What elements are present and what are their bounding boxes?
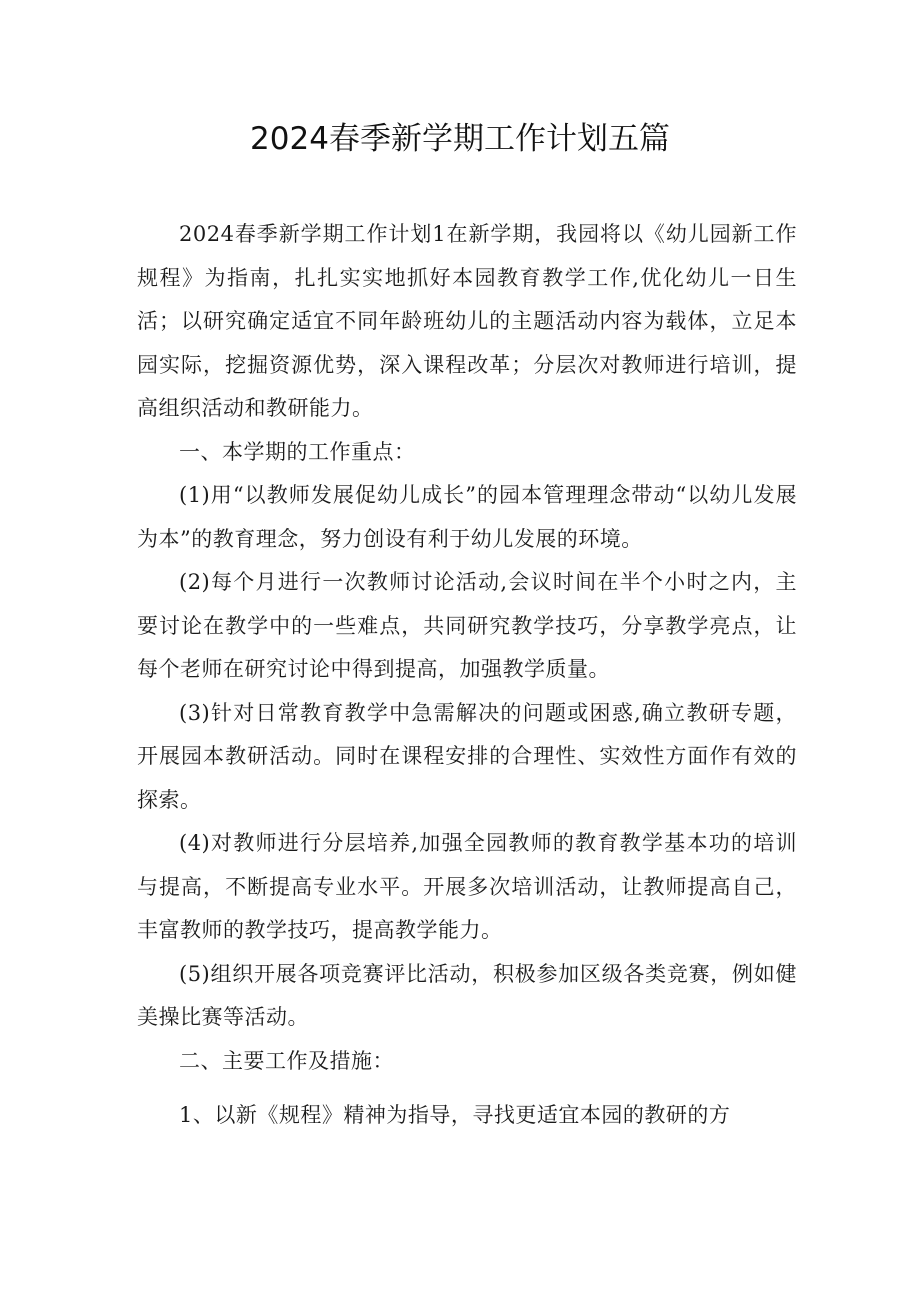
list-item-4: (4)对教师进行分层培养,加强全园教师的教育教学基本功的培训与提高，不断提高专业水平。开展多次培训活动，让教师提高自己，丰富教师的教学技巧，提高教学能力。: [137, 831, 797, 942]
list-item-3: (3)针对日常教育教学中急需解决的问题或困惑,确立教研专题，开展园本教研活动。同时在课程安排的合理性、实效性方面作有效的探索。: [137, 700, 797, 812]
list-item-5: (5)组织开展各项竞赛评比活动，积极参加区级各类竞赛，例如健美操比赛等活动。: [137, 961, 797, 1029]
paragraph-intro: 2024春季新学期工作计划1在新学期，我园将以《幼儿园新工作规程》为指南，扎扎实实地抓好本园教育教学工作,优化幼儿一日生活；以研究确定适宜不同年龄班幼儿的主题活动内容为载体，立足本园实际，挖掘资源优势，深入课程改革；分层次对教师进行培训，提高组织活动和教研能力。: [137, 222, 797, 420]
section-heading-2: 二、主要工作及措施：: [179, 1048, 394, 1073]
document-body: [137, 213, 797, 1138]
paragraph-measure-1: 1、以新《规程》精神为指导，寻找更适宜本园的教研的方: [179, 1103, 731, 1127]
list-item-2: (2)每个月进行一次教师讨论活动,会议时间在半个小时之内，主要讨论在教学中的一些难点，共同研究教学技巧，分享教学亮点，让每个老师在研究讨论中得到提高，加强教学质量。: [137, 570, 797, 681]
document-title: 2024春季新学期工作计划五篇: [250, 121, 670, 157]
section-heading-1: 一、本学期的工作重点：: [179, 439, 416, 464]
list-item-1: (1)用“以教师发展促幼儿成长”的园本管理理念带动“以幼儿发展为本”的教育理念，努力创设有利于幼儿发展的环境。: [137, 483, 797, 551]
